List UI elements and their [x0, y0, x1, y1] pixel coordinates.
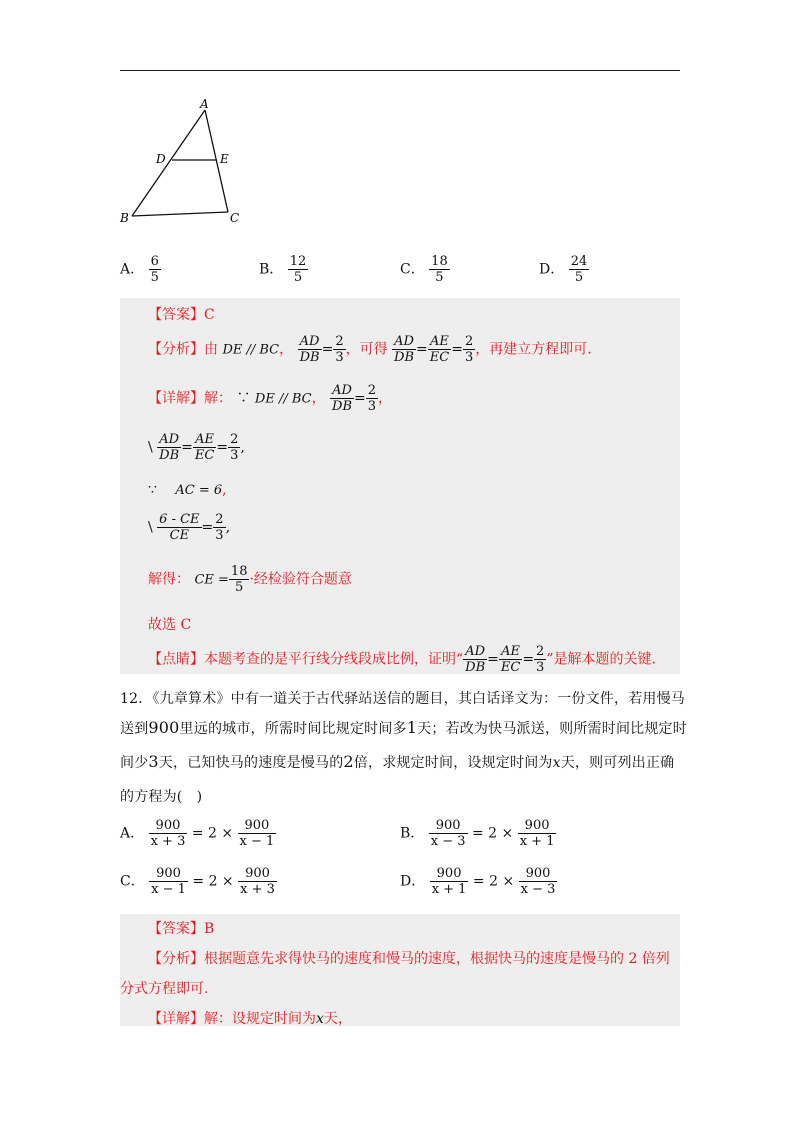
option-den: 5 — [429, 269, 450, 285]
q12-line-4: 的方程为( ) — [120, 789, 203, 805]
q12-option-d[interactable] — [400, 866, 557, 897]
comma: ， — [378, 390, 393, 407]
frac-num: 2 — [335, 334, 344, 349]
q12-option-b[interactable] — [400, 818, 556, 849]
q12-option-c[interactable] — [120, 866, 277, 897]
frac-num: 2 — [464, 334, 474, 349]
therefore-symbol: \ — [148, 519, 153, 536]
analysis-tag: 【分析】 — [148, 951, 204, 967]
text: 天；若改为快马派送，则所需时间比规定时 — [417, 721, 687, 737]
eq-two: = 2 × — [191, 825, 234, 842]
frac-den: CE — [157, 527, 201, 543]
q12-answer — [148, 918, 214, 938]
frac-den: 3 — [335, 350, 344, 365]
q11-solve — [148, 564, 352, 595]
because-symbol: ∵ — [236, 390, 251, 407]
option-letter: C． — [400, 261, 425, 278]
text: 里远的城市，所需时间比规定时间多 — [179, 721, 407, 737]
comment-text: 本题考查的是平行线分线段成比例，证明“ — [204, 651, 464, 668]
comma: , — [222, 482, 227, 498]
var-x: x — [552, 755, 561, 771]
frac-den: x + 3 — [240, 882, 275, 897]
comma: , — [225, 519, 231, 536]
frac-num: AD — [394, 334, 414, 349]
header-rule — [120, 70, 680, 71]
q12-analysis-line-2: 分式方程即可. — [120, 981, 209, 997]
comma: ， — [311, 390, 326, 407]
q11-step-2 — [148, 482, 227, 498]
q12-line-2 — [120, 718, 687, 738]
q12-line-3 — [120, 752, 674, 772]
q11-detail: 【详解】解： ∵ DE // BC， $\frac{AD}{DB}$ = $\frac{2}{3}$ ， — [148, 383, 393, 414]
q12-line-1: 12．《九章算术》中有一道关于古代驿站送信的题目，其白话译文为：一份文件，若用慢马 — [120, 691, 686, 707]
frac-num: 900 — [525, 866, 551, 881]
frac-num: 2 — [367, 383, 377, 398]
frac-num: AD — [332, 383, 352, 398]
expr-ac-6: AC = 6 — [175, 483, 223, 498]
analysis-text: ，再建立方程即可. — [475, 341, 592, 358]
comma: , — [240, 439, 245, 456]
frac-num: 900 — [155, 818, 181, 833]
comment-tag: 【点睛】 — [148, 651, 204, 668]
expr-de-bc: DE // BC — [254, 391, 312, 407]
frac-num: AE — [430, 334, 449, 349]
text: 倍，求规定时间，设规定时间为 — [353, 755, 553, 771]
frac-den: EC — [500, 660, 521, 675]
triangle-figure — [110, 92, 260, 227]
eq-two: = 2 × — [471, 825, 514, 842]
frac-den: x + 1 — [431, 882, 467, 897]
text: 天，已知快马的速度是慢马的 — [158, 755, 344, 771]
var-x: x — [316, 1011, 324, 1027]
frac-den: 3 — [464, 350, 474, 365]
num-900: 900 — [148, 718, 180, 737]
frac-num: 900 — [436, 866, 462, 881]
detail-text: 解： — [204, 390, 232, 407]
frac-num: 900 — [435, 818, 461, 833]
q11-analysis: 【分析】由 DE // BC， $\frac{AD}{DB}$ = $\frac{2}{3}$ ，可得 $\frac{AD}{DB}$ = $\frac{AE}{EC}$ = $\frac{2}{3}$ ，再建立方程即可. — [148, 334, 592, 365]
option-den: 5 — [288, 269, 309, 285]
therefore-symbol: \ — [148, 439, 153, 456]
q12-analysis-line-1 — [148, 948, 670, 968]
frac-den: DB — [465, 660, 486, 675]
frac-num: AD — [299, 334, 320, 349]
answer-value: C — [204, 307, 215, 323]
comma: ， — [279, 341, 294, 358]
side-ab — [132, 110, 205, 216]
frac-den: DB — [299, 350, 320, 365]
eq-two: = 2 × — [472, 873, 515, 890]
frac-den: 3 — [367, 399, 377, 414]
option-num: 24 — [570, 254, 588, 269]
answer-tag: 【答案】 — [148, 307, 204, 323]
analysis-text: ，可得 — [345, 341, 388, 358]
frac-den: DB — [394, 350, 415, 365]
expr-de-bc: DE // BC — [222, 342, 280, 358]
frac-num: 2 — [230, 432, 239, 447]
label-d: D — [156, 152, 166, 166]
q11-option-b[interactable] — [259, 254, 308, 285]
because-symbol: ∵ — [148, 482, 157, 498]
solve-text: 解得： — [148, 571, 190, 588]
option-num: 6 — [150, 254, 159, 269]
option-letter: D． — [539, 261, 565, 278]
detail-text: 解：设规定时间为 — [204, 1011, 316, 1027]
frac-num: 900 — [245, 866, 270, 881]
detail-tag: 【详解】 — [148, 1011, 204, 1027]
frac-den: 5 — [229, 579, 250, 595]
frac-den: x + 3 — [150, 834, 186, 849]
frac-den: x − 3 — [430, 834, 466, 849]
frac-num: 6 - CE — [159, 512, 200, 527]
side-bc — [132, 212, 228, 216]
comment-text: ”是解本题的关键. — [546, 651, 656, 668]
frac-den: 3 — [230, 448, 239, 463]
option-letter: D． — [400, 873, 426, 890]
q11-answer — [148, 304, 215, 324]
text: 天，则可列出正确 — [560, 755, 675, 771]
frac-num: AE — [195, 432, 215, 447]
frac-num: AD — [159, 432, 180, 447]
detail-tag: 【详解】 — [148, 390, 204, 407]
frac-den: x − 1 — [239, 834, 275, 849]
option-den: 5 — [569, 269, 590, 285]
option-num: 18 — [431, 254, 448, 269]
frac-den: x + 1 — [519, 834, 555, 849]
analysis-text: 由 — [204, 341, 218, 358]
frac-den: EC — [429, 350, 450, 365]
q11-option-d[interactable] — [539, 254, 589, 285]
q11-step-3: \ $\frac{6 - CE}{CE}$ = $\frac{2}{3}$ , — [148, 512, 231, 543]
eq-two: = 2 × — [192, 873, 234, 890]
expr-ce: CE = — [194, 572, 229, 588]
label-e: E — [220, 152, 229, 166]
answer-tag: 【答案】 — [148, 921, 204, 937]
label-b: B — [120, 211, 129, 225]
frac-num: 900 — [524, 818, 550, 833]
frac-num: 900 — [244, 818, 270, 833]
num-1: 1 — [406, 718, 418, 737]
solve-text: ·经检验符合题意 — [249, 571, 352, 588]
label-a: A — [200, 97, 209, 111]
analysis-text: 根据题意先求得快马的速度和慢马的速度，根据快马的速度是慢马的 2 倍列 — [204, 951, 670, 967]
frac-num: 900 — [156, 866, 181, 881]
q11-comment: 【点睛】本题考查的是平行线分线段成比例，证明“ $\frac{AD}{DB}$ = $\frac{AE}{EC}$ = $\frac{2}{3}$ ”是解本题的关键. — [148, 644, 656, 675]
frac-den: 3 — [215, 528, 224, 543]
option-letter: C． — [120, 873, 145, 890]
option-letter: B． — [259, 261, 284, 278]
q11-step-1: \ $\frac{AD}{DB}$ = $\frac{AE}{EC}$ = $\frac{2}{3}$ , — [148, 432, 245, 463]
frac-num: AE — [501, 644, 521, 659]
frac-den: DB — [159, 448, 180, 463]
num-3: 3 — [148, 752, 159, 771]
option-letter: A． — [120, 261, 145, 278]
option-den: 5 — [150, 270, 159, 285]
answer-value: B — [204, 921, 215, 937]
option-num: 12 — [289, 254, 307, 269]
label-c: C — [230, 211, 240, 225]
q11-select: 故选 C — [148, 617, 192, 633]
analysis-tag: 【分析】 — [148, 341, 204, 358]
q11-option-c[interactable] — [400, 254, 450, 285]
frac-den: EC — [194, 448, 215, 463]
q11-option-a[interactable] — [120, 254, 161, 285]
q12-detail — [148, 1008, 352, 1028]
text: 间少 — [120, 755, 149, 771]
detail-text: 天， — [323, 1011, 352, 1027]
frac-num: 18 — [230, 564, 248, 579]
q12-option-a[interactable] — [120, 818, 276, 849]
frac-num: AD — [465, 644, 486, 659]
option-letter: B． — [400, 825, 425, 842]
num-2: 2 — [343, 752, 354, 771]
frac-den: 3 — [536, 660, 545, 675]
frac-den: x − 1 — [151, 882, 186, 897]
frac-num: 2 — [536, 644, 545, 659]
frac-den: x − 3 — [520, 882, 556, 897]
text: 送到 — [120, 721, 149, 737]
option-letter: A． — [120, 825, 145, 842]
frac-den: DB — [332, 399, 353, 414]
frac-num: 2 — [215, 512, 224, 527]
